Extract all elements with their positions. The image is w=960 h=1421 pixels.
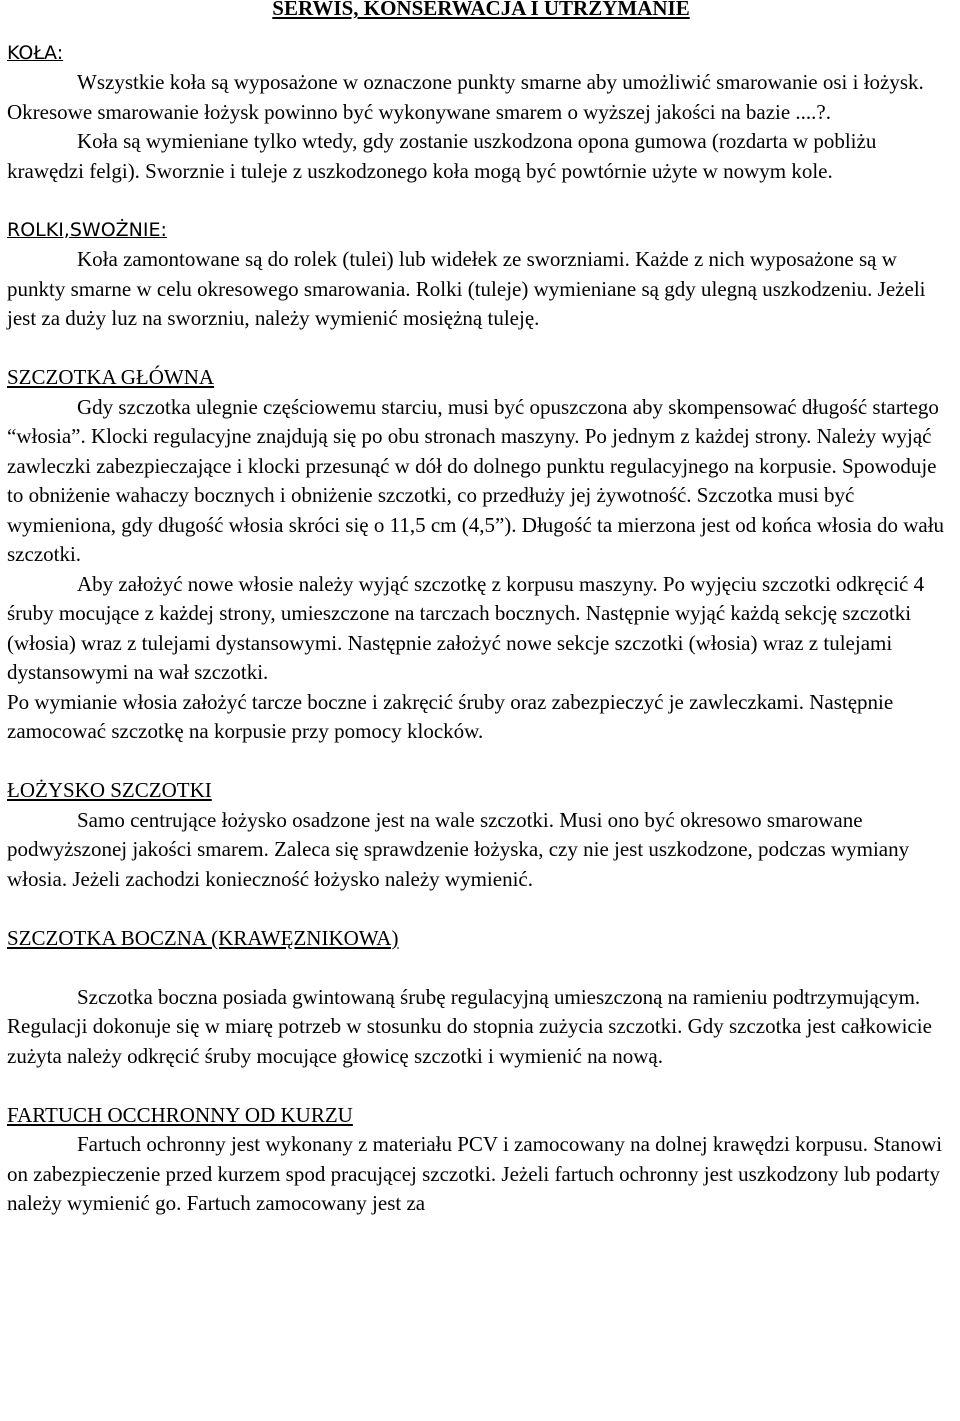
section-heading-main-brush: SZCZOTKA GŁÓWNA xyxy=(7,365,215,389)
section-paragraph: Koła zamontowane są do rolek (tulei) lub widełek ze sworzniami. Każde z nich wyposażone są w punkty smarne w celu okresowego smarowania. Rolki (tuleje) wymieniane są gdy ulegną uszkodzeniu. Jeżeli jest za duży luz na sworzniu, należy wymienić mosiężną tuleję. xyxy=(7,247,926,330)
document-page xyxy=(7,0,955,1219)
section-paragraph: Koła są wymieniane tylko wtedy, gdy zostanie uszkodzona opona gumowa (rozdarta w pobliżu krawędzi felgi). Sworznie i tuleje z uszkodzonego koła mogą być powtórnie użyte w nowym kole. xyxy=(7,129,877,183)
section-paragraph: Szczotka boczna posiada gwintowaną śrubę regulacyjną umieszczoną na ramieniu podtrzymującym. Regulacji dokonuje się w miarę potrzeb w stosunku do stopnia zużycia szczotki. Gdy szczotka jest całkowicie zużyta należy odkręcić śruby mocujące głowicę szczotki i wymienić na nową. xyxy=(7,984,932,1068)
section-paragraph: Po wymianie włosia założyć tarcze boczne i zakręcić śruby oraz zabezpieczyć je zawleczkami. Następnie zamocować szczotkę na korpusie przy pomocy klocków. xyxy=(7,689,894,743)
section-paragraph: Samo centrujące łożysko osadzone jest na wale szczotki. Musi ono być okresowo smarowane podwyższonej jakości smarem. Zaleca się sprawdzenie łożyska, czy nie jest uszkodzone, podczas wymiany włosia. Jeżeli zachodzi konieczność łożysko należy wymienić. xyxy=(7,807,910,891)
section-heading-side-brush: SZCZOTKA BOCZNA (KRAWĘZNIKOWA) xyxy=(7,925,399,950)
section-heading-dust-apron: FARTUCH OCCHRONNY OD KURZU xyxy=(7,1102,353,1127)
section-paragraph: Wszystkie koła są wyposażone w oznaczone punkty smarne aby umożliwić smarowanie osi i łożysk. Okresowe smarowanie łożysk powinno być wykonywane smarem o wyższej jakości na bazie ....?. xyxy=(7,70,924,124)
section-heading-wheels: KOŁA: xyxy=(7,41,64,64)
section-paragraph: Gdy szczotka ulegnie częściowemu starciu, musi być opuszczona aby skompensować długość startego “włosia”. Klocki regulacyjne znajdują się po obu stronach maszyny. Po jednym z każdej strony. Należy wyjąć zawleczki zabezpieczające i klocki przesunąć w dół do dolnego punktu regulacyjnego na korpusie. Spowoduje to obniżenie wahaczy bocznych i obniżenie szczotki, co przedłuży jej żywotność. Szczotka musi być wymieniona, gdy długość włosia skróci się o 11,5 cm (4,5”). Długość ta mierzona jest od końca włosia do wału szczotki. xyxy=(7,394,945,566)
section-heading-rollers: ROLKI,SWOŻNIE: xyxy=(7,218,167,241)
section-paragraph: Aby założyć nowe włosie należy wyjąć szczotkę z korpusu maszyny. Po wyjęciu szczotki odkręcić 4 śruby mocujące z każdej strony, umieszczone na tarczach bocznych. Następnie wyjąć każdą sekcję szczotki (włosia) wraz z tulejami dystansowymi. Następnie założyć nowe sekcje szczotki (włosia) wraz z tulejami dystansowymi na wał szczotki. xyxy=(7,571,925,684)
page-title: SERWIS, KONSERWACJA I UTRZYMANIE xyxy=(272,0,690,20)
section-paragraph: Fartuch ochronny jest wykonany z materiału PCV i zamocowany na dolnej krawędzi korpusu. Stanowi on zabezpieczenie przed kurzem spod pracującej szczotki. Jeżeli fartuch ochronny jest uszkodzony lub podarty należy wymienić go. Fartuch zamocowany jest za xyxy=(7,1132,943,1215)
section-heading-brush-bearing: ŁOŻYSKO SZCZOTKI xyxy=(7,778,212,802)
